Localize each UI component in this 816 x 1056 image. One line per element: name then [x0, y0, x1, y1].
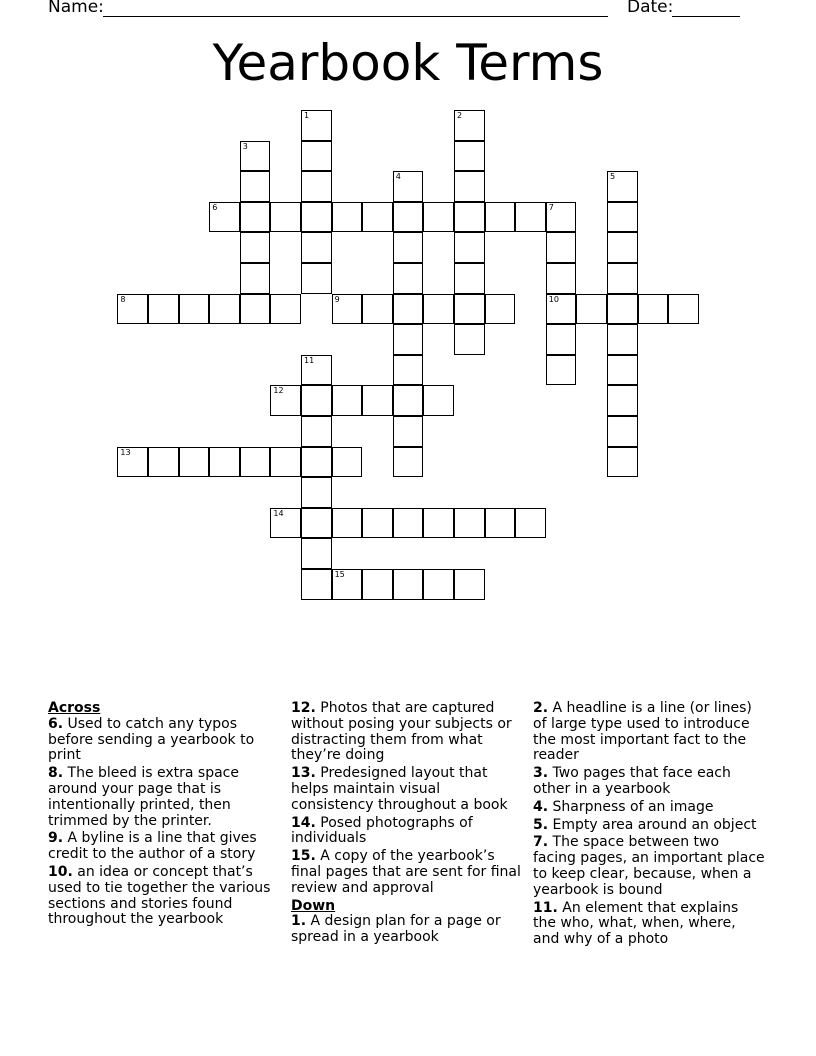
clue-item	[291, 766, 523, 813]
cell-number: 7	[548, 202, 554, 212]
crossword-cell[interactable]	[393, 569, 424, 600]
crossword-cell[interactable]	[270, 508, 301, 539]
crossword-cell[interactable]	[332, 294, 363, 325]
crossword-cell[interactable]	[362, 569, 393, 600]
clue-item	[48, 717, 280, 764]
clue-number: 5.	[533, 816, 549, 833]
crossword-cell[interactable]	[301, 202, 332, 233]
clue-text: An element that explains the who, what, when, where, and why of a photo	[533, 899, 739, 948]
crossword-cell[interactable]	[301, 141, 332, 172]
clue-number: 13.	[291, 765, 316, 782]
clue-number: 8.	[48, 765, 64, 782]
clue-item	[291, 849, 523, 896]
crossword-cell[interactable]	[301, 385, 332, 416]
crossword-cell[interactable]	[607, 324, 638, 355]
page-title: Yearbook Terms	[212, 34, 604, 92]
clue-number: 15.	[291, 848, 316, 865]
clue-item	[533, 800, 765, 816]
crossword-cell[interactable]	[393, 171, 424, 202]
crossword-cell[interactable]	[607, 171, 638, 202]
crossword-cell[interactable]	[332, 385, 363, 416]
crossword-cell[interactable]	[546, 263, 577, 294]
clue-text: A design plan for a page or spread in a yearbook	[291, 913, 501, 946]
crossword-cell[interactable]	[454, 508, 485, 539]
clue-text: Predesigned layout that helps maintain visual consistency throughout a book	[291, 765, 508, 813]
cell-number: 5	[610, 172, 616, 182]
crossword-cell[interactable]	[607, 263, 638, 294]
crossword-cell[interactable]	[546, 202, 577, 233]
crossword-cell[interactable]	[454, 141, 485, 172]
crossword-cell[interactable]	[332, 508, 363, 539]
crossword-cell[interactable]	[301, 508, 332, 539]
crossword-cell[interactable]	[454, 263, 485, 294]
crossword-cell[interactable]	[393, 294, 424, 325]
crossword-cell[interactable]	[301, 447, 332, 478]
crossword-cell[interactable]	[546, 324, 577, 355]
name-label: Name:	[48, 0, 104, 17]
crossword-cell[interactable]	[454, 569, 485, 600]
crossword-cell[interactable]	[301, 477, 332, 508]
clue-number: 7.	[533, 834, 549, 851]
crossword-cell[interactable]	[301, 171, 332, 202]
cell-number: 11	[304, 355, 315, 365]
crossword-cell[interactable]	[454, 171, 485, 202]
cell-number: 14	[273, 508, 284, 518]
crossword-cell[interactable]	[393, 232, 424, 263]
clue-number: 9.	[48, 830, 64, 847]
date-label: Date:	[627, 0, 674, 17]
cell-number: 15	[334, 570, 345, 579]
cell-number: 8	[120, 294, 126, 304]
crossword-cell[interactable]	[240, 232, 271, 263]
clue-text: Sharpness of an image	[552, 798, 714, 815]
crossword-cell[interactable]	[485, 508, 516, 539]
clue-text: Empty area around an object	[552, 816, 757, 833]
clue-item	[48, 766, 280, 829]
cell-number: 12	[273, 386, 284, 396]
cell-number: 1	[304, 111, 310, 120]
cell-number: 2	[457, 111, 463, 120]
clue-text: The space between two facing pages, an important place to keep clear, because, when a yearbook is bound	[533, 834, 765, 898]
cell-number: 9	[334, 294, 340, 304]
crossword-cell[interactable]	[117, 294, 148, 325]
clue-item	[48, 831, 280, 863]
clue-number: 11.	[533, 899, 558, 916]
crossword-cell[interactable]	[393, 447, 424, 478]
crossword-cell[interactable]	[209, 202, 240, 233]
crossword-cell[interactable]	[546, 355, 577, 386]
crossword-cell[interactable]	[209, 447, 240, 478]
crossword-cell[interactable]	[454, 110, 485, 141]
crossword-cell[interactable]	[362, 202, 393, 233]
clue-item	[291, 701, 523, 764]
clue-number: 2.	[533, 700, 549, 716]
crossword-cell[interactable]	[209, 294, 240, 325]
clue-item	[533, 818, 765, 834]
crossword-cell[interactable]	[638, 294, 669, 325]
clue-text: Posed photographs of individuals	[291, 814, 473, 847]
crossword-cell[interactable]	[148, 447, 179, 478]
clue-text: Two pages that face each other in a yearbook	[533, 765, 731, 797]
crossword-cell[interactable]	[117, 447, 148, 478]
crossword-cell[interactable]	[423, 202, 454, 233]
crossword-cell[interactable]	[301, 355, 332, 386]
crossword-cell[interactable]	[546, 294, 577, 325]
crossword-cell[interactable]	[393, 385, 424, 416]
clue-text: A copy of the yearbook’s final pages that are sent for final review and approval	[291, 848, 521, 896]
clue-item	[533, 766, 765, 798]
clue-item	[291, 914, 523, 946]
crossword-cell[interactable]	[393, 355, 424, 386]
clue-heading: Across	[48, 700, 101, 716]
clue-text: an idea or concept that’s used to tie together the various sections and stories found throughout the yearbook	[48, 863, 271, 928]
crossword-cell[interactable]	[393, 508, 424, 539]
clue-text: A byline is a line that gives credit to the author of a story	[48, 830, 257, 863]
clue-text: Photos that are captured without posing your subjects or distracting them from what they’re doing	[291, 700, 512, 764]
crossword-cell[interactable]	[270, 385, 301, 416]
crossword-cell[interactable]	[607, 232, 638, 263]
crossword-cell[interactable]	[240, 171, 271, 202]
clue-item	[291, 816, 523, 848]
cell-number: 3	[242, 141, 248, 151]
crossword-cell[interactable]	[668, 294, 699, 325]
clue-number: 1.	[291, 913, 307, 930]
crossword-cell[interactable]	[454, 202, 485, 233]
clue-number: 6.	[48, 715, 64, 732]
clue-item	[533, 701, 765, 764]
crossword-cell[interactable]	[423, 385, 454, 416]
crossword-cell[interactable]	[301, 110, 332, 141]
cell-number: 10	[548, 294, 559, 304]
clue-item	[533, 835, 765, 898]
crossword-cell[interactable]	[393, 202, 424, 233]
clue-number: 3.	[533, 765, 549, 782]
crossword-cell[interactable]	[270, 202, 301, 233]
clue-column-1	[48, 701, 280, 930]
crossword-cell[interactable]	[301, 569, 332, 600]
crossword-cell[interactable]	[607, 202, 638, 233]
crossword-cell[interactable]	[240, 294, 271, 325]
crossword-cell[interactable]	[393, 324, 424, 355]
cell-number: 4	[395, 172, 401, 182]
crossword-cell[interactable]	[576, 294, 607, 325]
crossword-cell[interactable]	[179, 447, 210, 478]
clue-heading: Down	[291, 897, 336, 914]
clue-text: The bleed is extra space around your page that is intentionally printed, then trimmed by the printer.	[48, 765, 239, 829]
clue-column-2	[291, 701, 523, 948]
crossword-cell[interactable]	[607, 355, 638, 386]
crossword-cell[interactable]	[240, 447, 271, 478]
crossword-cell[interactable]	[301, 538, 332, 569]
clue-column-3	[533, 701, 765, 950]
crossword-cell[interactable]	[393, 416, 424, 447]
cell-number: 6	[212, 202, 218, 212]
crossword-cell[interactable]	[423, 569, 454, 600]
clue-text: A headline is a line (or lines) of large type used to introduce the most important fact to the reader	[533, 700, 752, 764]
crossword-cell[interactable]	[485, 294, 516, 325]
clue-item	[48, 865, 280, 928]
crossword-cell[interactable]	[454, 324, 485, 355]
crossword-cell[interactable]	[240, 202, 271, 233]
crossword-cell[interactable]	[362, 508, 393, 539]
crossword-cell[interactable]	[607, 416, 638, 447]
crossword-cell[interactable]	[515, 508, 546, 539]
crossword-cell[interactable]	[179, 294, 210, 325]
crossword-cell[interactable]	[607, 385, 638, 416]
clue-number: 12.	[291, 700, 316, 716]
crossword-cell[interactable]	[607, 447, 638, 478]
clue-number: 10.	[48, 863, 73, 880]
crossword-cell[interactable]	[362, 294, 393, 325]
crossword-cell[interactable]	[454, 232, 485, 263]
crossword-cell[interactable]	[515, 202, 546, 233]
clue-number: 14.	[291, 814, 316, 831]
crossword-cell[interactable]	[301, 232, 332, 263]
crossword-cell[interactable]	[546, 232, 577, 263]
clue-item	[533, 901, 765, 948]
crossword-cell[interactable]	[240, 263, 271, 294]
crossword-cell[interactable]	[240, 141, 271, 172]
crossword-cell[interactable]	[332, 202, 363, 233]
crossword-cell[interactable]	[607, 294, 638, 325]
crossword-cell[interactable]	[485, 202, 516, 233]
crossword-cell[interactable]	[423, 508, 454, 539]
crossword-cell[interactable]	[332, 447, 363, 478]
clue-text: Used to catch any typos before sending a yearbook to print	[48, 715, 255, 764]
crossword-cell[interactable]	[332, 569, 363, 600]
crossword-cell[interactable]	[393, 263, 424, 294]
crossword-cell[interactable]	[148, 294, 179, 325]
cell-number: 13	[120, 447, 131, 457]
crossword-cell[interactable]	[270, 447, 301, 478]
crossword-cell[interactable]	[301, 263, 332, 294]
crossword-cell[interactable]	[362, 385, 393, 416]
crossword-cell[interactable]	[301, 416, 332, 447]
crossword-cell[interactable]	[270, 294, 301, 325]
clue-number: 4.	[533, 798, 549, 815]
crossword-cell[interactable]	[423, 294, 454, 325]
crossword-cell[interactable]	[454, 294, 485, 325]
